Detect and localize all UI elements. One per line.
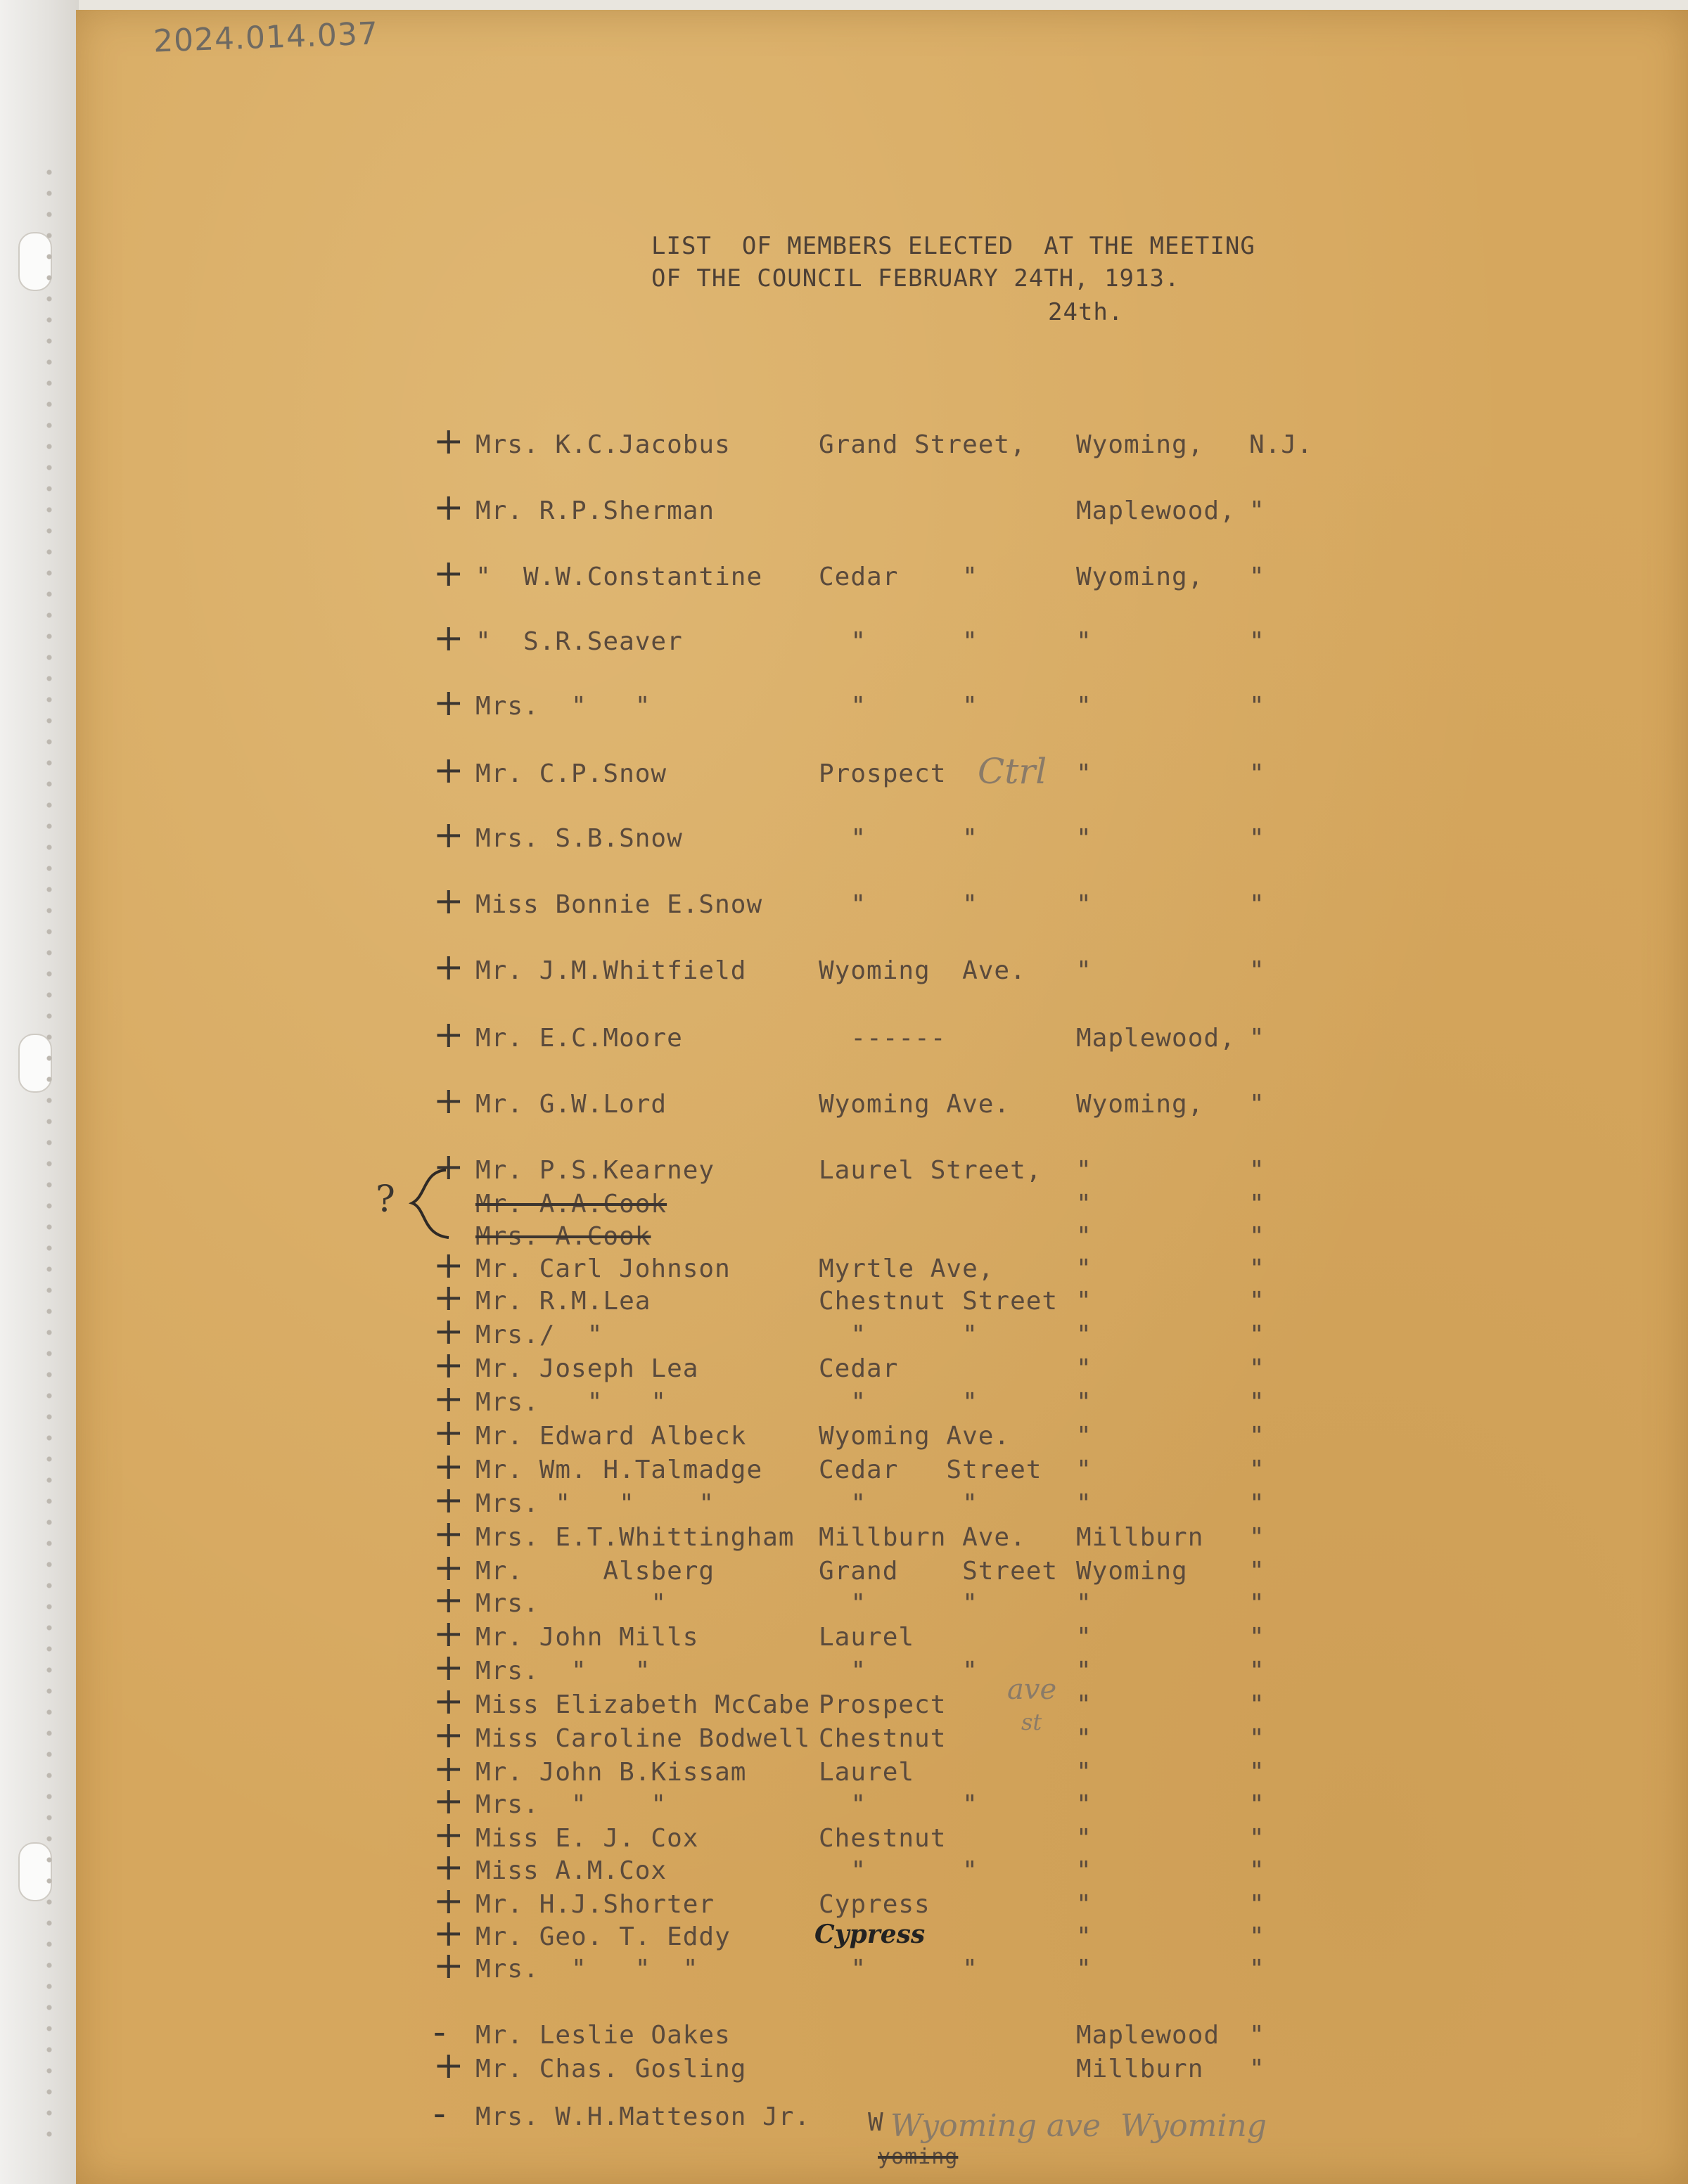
check-mark: +: [433, 1613, 464, 1655]
member-state: ": [1249, 1254, 1265, 1283]
member-state: ": [1249, 1090, 1265, 1119]
member-town: ": [1076, 1254, 1092, 1283]
member-state: ": [1249, 1623, 1265, 1652]
member-town: ": [1076, 956, 1092, 985]
check-mark: +: [433, 1311, 464, 1353]
member-town: ": [1076, 627, 1092, 656]
member-town: ": [1076, 1890, 1092, 1919]
member-name: Mr. P.S.Kearney: [475, 1156, 715, 1185]
member-town: ": [1076, 1222, 1092, 1251]
member-street: Cedar Street: [819, 1456, 1042, 1484]
check-mark: +: [433, 1647, 464, 1689]
member-town: ": [1076, 1354, 1092, 1383]
member-state: ": [1249, 1758, 1265, 1787]
member-state: ": [1249, 1456, 1265, 1484]
member-street: " ": [819, 824, 978, 853]
member-town: ": [1076, 1824, 1092, 1853]
member-town: ": [1076, 759, 1092, 788]
handwritten-ave: ave: [1007, 1674, 1057, 1706]
member-street: Laurel Street,: [819, 1156, 1042, 1185]
member-town: Millburn: [1076, 2055, 1204, 2083]
member-name: Mrs. " ": [475, 1657, 651, 1685]
member-street: " ": [819, 890, 978, 919]
check-mark: -: [433, 2011, 446, 2053]
member-town: ": [1076, 1623, 1092, 1652]
check-mark: +: [433, 1945, 464, 1987]
member-state: ": [1249, 1489, 1265, 1518]
member-street: Wyoming Ave.: [819, 1090, 1011, 1119]
member-name: Mr. Leslie Oakes: [475, 2021, 731, 2050]
member-town: ": [1076, 1758, 1092, 1787]
member-street: Cedar ": [819, 563, 978, 591]
member-name: Mr. A.A.Cook: [475, 1190, 667, 1219]
member-state: ": [1249, 1287, 1265, 1316]
member-name: Miss Elizabeth McCabe: [475, 1690, 811, 1719]
member-state: ": [1249, 1856, 1265, 1885]
member-state: ": [1249, 1156, 1265, 1185]
member-name: Mrs. S.B.Snow: [475, 824, 683, 853]
check-mark: +: [433, 1446, 464, 1488]
member-state: ": [1249, 1190, 1265, 1219]
check-mark: +: [433, 1378, 464, 1420]
member-street: " ": [819, 1790, 978, 1819]
member-street: Cypress: [819, 1890, 931, 1919]
check-mark: +: [433, 1245, 464, 1287]
member-town: ": [1076, 1456, 1092, 1484]
check-mark: +: [433, 946, 464, 989]
member-state: ": [1249, 1657, 1265, 1685]
handwritten-question-mark: ?: [376, 1178, 395, 1221]
member-name: Mr. John Mills: [475, 1623, 699, 1652]
title-line-3: 24th.: [1048, 298, 1124, 326]
member-name: Mr. Geo. T. Eddy: [475, 1922, 731, 1951]
check-mark: +: [433, 1814, 464, 1856]
member-town: ": [1076, 1955, 1092, 1984]
member-street: Chestnut: [819, 1724, 947, 1753]
member-name: Mrs. W.H.Matteson Jr.: [475, 2102, 811, 2131]
member-town: Maplewood,: [1076, 1024, 1236, 1053]
member-street: " ": [819, 1388, 978, 1417]
member-name: " W.W.Constantine: [475, 563, 763, 591]
handwritten-brace: [402, 1164, 452, 1242]
member-town: ": [1076, 1589, 1092, 1618]
member-street: " ": [819, 1489, 978, 1518]
member-town: ": [1076, 1287, 1092, 1316]
member-state: ": [1249, 692, 1265, 721]
member-name: Mr. G.W.Lord: [475, 1090, 667, 1119]
member-name: Mr. Chas. Gosling: [475, 2055, 747, 2083]
member-town: Wyoming,: [1076, 563, 1204, 591]
member-name: Mrs. " ": [475, 1388, 667, 1417]
member-name: Mr. R.P.Sherman: [475, 496, 715, 525]
member-name: Mr. Alsberg: [475, 1557, 715, 1586]
member-state: ": [1249, 1790, 1265, 1819]
matteson-typed-w: W: [868, 2108, 884, 2137]
member-name: Mrs. K.C.Jacobus: [475, 430, 731, 459]
member-street: " ": [819, 692, 978, 721]
member-town: Wyoming,: [1076, 430, 1204, 459]
member-state: ": [1249, 1589, 1265, 1618]
member-town: ": [1076, 1422, 1092, 1451]
check-mark: +: [433, 1547, 464, 1589]
member-street: Cedar: [819, 1354, 899, 1383]
check-mark: +: [433, 1714, 464, 1756]
title-line-2: OF THE COUNCIL FEBRUARY 24TH, 1913.: [651, 264, 1180, 293]
member-name: Mrs. A.Cook: [475, 1222, 651, 1251]
check-mark: +: [433, 1412, 464, 1454]
check-mark: +: [433, 487, 464, 529]
member-name: Mr. R.M.Lea: [475, 1287, 651, 1316]
accession-number: 2024.014.037: [153, 15, 379, 60]
member-street: " ": [819, 1955, 978, 1984]
member-name: Mrs. " ": [475, 1790, 667, 1819]
check-mark: +: [433, 682, 464, 724]
member-name: Mrs. ": [475, 1589, 667, 1618]
member-state: ": [1249, 1890, 1265, 1919]
member-town: ": [1076, 1922, 1092, 1951]
member-street: Chestnut: [819, 1824, 947, 1853]
member-street: " ": [819, 1657, 978, 1685]
member-town: ": [1076, 890, 1092, 919]
member-town: ": [1076, 824, 1092, 853]
member-town: Maplewood: [1076, 2021, 1220, 2050]
check-mark: +: [433, 617, 464, 660]
check-mark: +: [433, 1780, 464, 1823]
member-state: ": [1249, 1523, 1265, 1552]
member-state: ": [1249, 759, 1265, 788]
member-state: ": [1249, 1422, 1265, 1451]
member-state: ": [1249, 1024, 1265, 1053]
handwritten-cypress: Cypress: [814, 1920, 926, 1949]
member-name: Miss Caroline Bodwell: [475, 1724, 811, 1753]
check-mark: +: [433, 1880, 464, 1922]
member-street: " ": [819, 1321, 978, 1349]
member-town: Wyoming,: [1076, 1090, 1204, 1119]
check-mark: -: [433, 2093, 446, 2135]
check-mark: +: [433, 1277, 464, 1319]
member-town: ": [1076, 1856, 1092, 1885]
handwritten-ctrl: Ctrl: [978, 751, 1047, 792]
member-state: ": [1249, 563, 1265, 591]
member-name: Mr. E.C.Moore: [475, 1024, 683, 1053]
check-mark: +: [433, 1579, 464, 1621]
member-name: Mrs. E.T.Whittingham: [475, 1523, 795, 1552]
member-town: ": [1076, 1321, 1092, 1349]
member-town: ": [1076, 1156, 1092, 1185]
member-name: Mr. Edward Albeck: [475, 1422, 747, 1451]
member-street: " ": [819, 1856, 978, 1885]
member-street: Prospect: [819, 1690, 947, 1719]
check-mark: +: [433, 1014, 464, 1056]
member-town: ": [1076, 1790, 1092, 1819]
member-name: " S.R.Seaver: [475, 627, 683, 656]
member-town: ": [1076, 1724, 1092, 1753]
member-name: Mrs./ ": [475, 1321, 603, 1349]
member-name: Mrs. " " ": [475, 1955, 699, 1984]
member-state: ": [1249, 890, 1265, 919]
member-town: ": [1076, 1190, 1092, 1219]
member-town: ": [1076, 1657, 1092, 1685]
member-state: ": [1249, 1321, 1265, 1349]
member-name: Miss Bonnie E.Snow: [475, 890, 763, 919]
member-state: N.J.: [1249, 430, 1313, 459]
member-state: ": [1249, 1724, 1265, 1753]
member-street: " ": [819, 1589, 978, 1618]
member-town: ": [1076, 1489, 1092, 1518]
check-mark: +: [433, 1846, 464, 1889]
member-state: ": [1249, 824, 1265, 853]
check-mark: +: [433, 880, 464, 923]
member-street: Millburn Ave.: [819, 1523, 1026, 1552]
member-town: Millburn: [1076, 1523, 1204, 1552]
check-mark: +: [433, 750, 464, 792]
member-street: Prospect: [819, 759, 947, 788]
member-name: Mrs. " " ": [475, 1489, 715, 1518]
check-mark: +: [433, 1146, 464, 1188]
member-name: Mr. J.M.Whitfield: [475, 956, 747, 985]
member-state: ": [1249, 496, 1265, 525]
member-name: Miss E. J. Cox: [475, 1824, 699, 1853]
member-name: Miss A.M.Cox: [475, 1856, 667, 1885]
member-name: Mr. C.P.Snow: [475, 759, 667, 788]
member-state: ": [1249, 1922, 1265, 1951]
member-street: Laurel: [819, 1758, 915, 1787]
matteson-struck-town: yoming: [878, 2145, 959, 2169]
member-name: Mr. Joseph Lea: [475, 1354, 699, 1383]
member-street: Wyoming Ave.: [819, 956, 1026, 985]
check-mark: +: [433, 1080, 464, 1122]
handwritten-matteson-address: Wyoming ave Wyoming: [890, 2108, 1267, 2144]
member-name: Mr. Carl Johnson: [475, 1254, 731, 1283]
check-mark: +: [433, 1513, 464, 1555]
member-state: ": [1249, 1354, 1265, 1383]
check-mark: +: [433, 2045, 464, 2087]
member-town: Wyoming: [1076, 1557, 1188, 1586]
member-state: ": [1249, 1222, 1265, 1251]
check-mark: +: [433, 1748, 464, 1790]
member-name: Mrs. " ": [475, 692, 651, 721]
member-street: Laurel: [819, 1623, 915, 1652]
member-state: ": [1249, 1824, 1265, 1853]
member-street: " ": [819, 627, 978, 656]
plastic-sleeve: [0, 0, 79, 2184]
sleeve-perforations: [44, 162, 55, 2145]
member-town: Maplewood,: [1076, 496, 1236, 525]
check-mark: +: [433, 553, 464, 595]
member-street: Myrtle Ave,: [819, 1254, 995, 1283]
member-state: ": [1249, 1690, 1265, 1719]
check-mark: +: [433, 420, 464, 463]
member-name: Mr. H.J.Shorter: [475, 1890, 715, 1919]
check-mark: +: [433, 1479, 464, 1522]
member-street: Chestnut Street: [819, 1287, 1059, 1316]
member-town: ": [1076, 692, 1092, 721]
member-name: Mr. John B.Kissam: [475, 1758, 747, 1787]
member-state: ": [1249, 2021, 1265, 2050]
member-state: ": [1249, 956, 1265, 985]
member-street: Wyoming Ave.: [819, 1422, 1011, 1451]
member-street: ------: [819, 1024, 947, 1053]
member-state: ": [1249, 1388, 1265, 1417]
member-state: ": [1249, 1557, 1265, 1586]
check-mark: +: [433, 814, 464, 856]
member-street: Grand Street,: [819, 430, 1026, 459]
title-line-1: LIST OF MEMBERS ELECTED AT THE MEETING: [651, 232, 1255, 260]
member-state: ": [1249, 1955, 1265, 1984]
member-state: ": [1249, 627, 1265, 656]
member-name: Mr. Wm. H.Talmadge: [475, 1456, 763, 1484]
handwritten-st: st: [1021, 1709, 1042, 1735]
member-town: ": [1076, 1690, 1092, 1719]
check-mark: +: [433, 1681, 464, 1723]
member-town: ": [1076, 1388, 1092, 1417]
check-mark: +: [433, 1344, 464, 1387]
member-street: Grand Street: [819, 1557, 1059, 1586]
check-mark: +: [433, 1913, 464, 1955]
member-state: ": [1249, 2055, 1265, 2083]
